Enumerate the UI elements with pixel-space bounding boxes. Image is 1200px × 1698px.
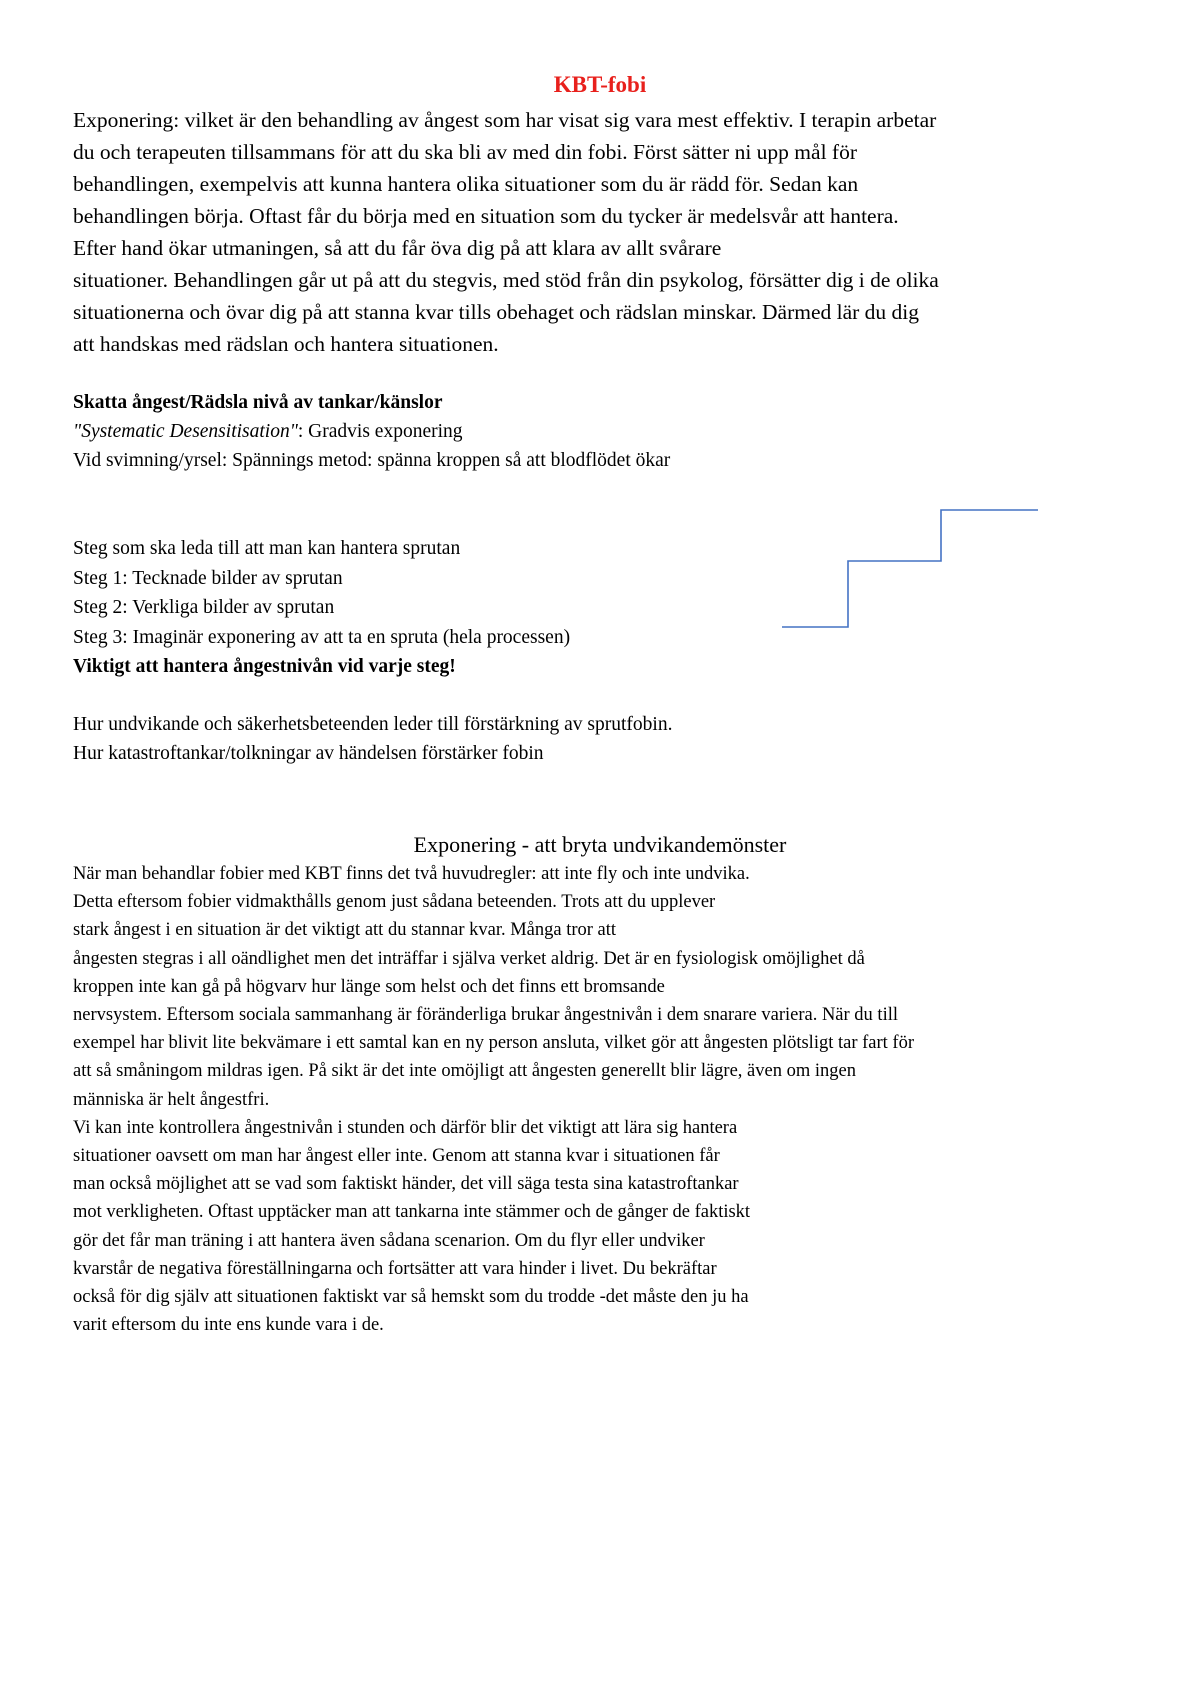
hur-block (73, 710, 973, 768)
section-line: ångesten stegras i all oändlighet men det inträffar i själva verket aldrig. Det är en fysiologisk omöjlighet då (73, 948, 865, 969)
section-line: man också möjlighet att se vad som faktiskt händer, det vill säga testa sina katastroftankar (73, 1174, 739, 1195)
section-line: att så småningom mildras igen. På sikt är det inte omöjligt att ångesten generellt blir lägre, även om ingen (73, 1061, 856, 1082)
section-line: stark ångest i en situation är det viktigt att du stannar kvar. Många tror att (73, 920, 617, 941)
section-line: mot verkligheten. Oftast upptäcker man att tankarna inte stämmer och de gånger de faktiskt (73, 1202, 751, 1223)
intro-line: behandlingen, exempelvis att kunna hantera olika situationer som du är rädd för. Sedan kan (73, 172, 859, 196)
section-line: kroppen inte kan gå på högvarv hur länge som helst och det finns ett bromsande (73, 976, 665, 997)
steps-note: Viktigt att hantera ångestnivån vid varje steg! (73, 656, 456, 677)
section-title: Exponering - att bryta undvikandemönster (413, 832, 787, 857)
intro-line: Efter hand ökar utmaningen, så att du får öva dig på att klara av allt svårare (73, 236, 722, 260)
sd-description: : Gradvis exponering (297, 421, 463, 442)
rating-heading: Skatta ångest/Rädsla nivå av tankar/känslor (73, 392, 443, 413)
section-line: Vi kan inte kontrollera ångestnivån i stunden och därför blir det viktigt att lära sig hantera (73, 1117, 738, 1138)
intro-line: situationer. Behandlingen går ut på att du stegvis, med stöd från din psykolog, försätter dig i de olika (73, 268, 939, 292)
steps-intro: Steg som ska leda till att man kan hantera sprutan (73, 538, 461, 559)
section-line: gör det får man träning i att hantera även sådana scenarion. Om du flyr eller undviker (73, 1230, 705, 1251)
intro-paragraph (73, 104, 1133, 360)
intro-line: du och terapeuten tillsammans för att du ska bli av med din fobi. Först sätter ni upp mål för (73, 140, 857, 164)
sd-term: "Systematic Desensitisation" (73, 421, 298, 442)
section-line: Detta eftersom fobier vidmakthålls genom just sådana beteenden. Trots att du upplever (73, 892, 716, 913)
step-item: Steg 2: Verkliga bilder av sprutan (73, 597, 335, 618)
intro-line: att handskas med rädslan och hantera situationen. (73, 332, 499, 356)
section-line: När man behandlar fobier med KBT finns det två huvudregler: att inte fly och inte undvika. (73, 864, 750, 884)
intro-line: behandlingen börja. Oftast får du börja med en situation som du tycker är medelsvår att hantera. (73, 204, 899, 228)
section-line: människa är helt ångestfri. (73, 1089, 270, 1110)
section-line: nervsystem. Eftersom sociala sammanhang är föränderliga brukar ångestnivån i dem snarare variera. När du till (73, 1005, 898, 1026)
steps-block (73, 534, 973, 682)
section-line: också för dig själv att situationen faktiskt var så hemskt som du trodde -det måste den ju ha (73, 1287, 749, 1308)
hur-line: Hur katastroftankar/tolkningar av händelsen förstärker fobin (73, 743, 544, 764)
intro-line: situationerna och övar dig på att stanna kvar tills obehaget och rädslan minskar. Därmed lär du dig (73, 300, 920, 324)
step-item: Steg 3: Imaginär exponering av att ta en spruta (hela processen) (73, 626, 571, 648)
sd-line (73, 417, 973, 446)
rating-block (73, 388, 973, 475)
intro-line: Exponering: vilket är den behandling av ångest som har visat sig vara mest effektiv. I terapin arbetar (73, 108, 937, 132)
faint-line: Vid svimning/yrsel: Spännings metod: spänna kroppen så att blodflödet ökar (73, 450, 671, 471)
document-title: KBT-fobi (553, 72, 647, 97)
step-item: Steg 1: Tecknade bilder av sprutan (73, 567, 343, 589)
section-line: exempel har blivit lite bekvämare i ett samtal kan en ny person ansluta, vilket gör att ångesten plötsligt tar fart för (73, 1033, 914, 1054)
section-line: varit eftersom du inte ens kunde vara i de. (73, 1315, 384, 1336)
section-paragraph (73, 860, 1153, 1339)
hur-line: Hur undvikande och säkerhetsbeteenden leder till förstärkning av sprutfobin. (73, 714, 673, 735)
section-line: kvarstår de negativa föreställningarna och fortsätter att vara hinder i livet. Du bekräftar (73, 1258, 717, 1279)
section-line: situationer oavsett om man har ångest eller inte. Genom att stanna kvar i situationen får (73, 1146, 720, 1167)
